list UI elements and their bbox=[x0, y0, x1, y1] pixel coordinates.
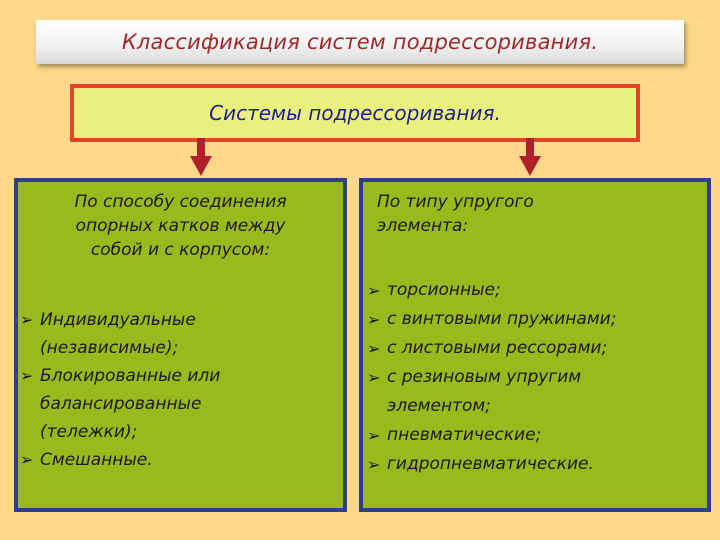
elastic-element-list bbox=[367, 276, 616, 479]
heading-line: опорных катков между bbox=[75, 216, 286, 236]
root-node-label: Системы подрессоривания. bbox=[209, 101, 501, 125]
arrow-bullet-icon: ➢ bbox=[367, 339, 381, 358]
connection-method-list bbox=[20, 306, 220, 474]
list-item bbox=[367, 334, 616, 363]
item-line: Индивидуальные bbox=[40, 310, 196, 330]
item-line: с винтовыми пружинами; bbox=[387, 309, 617, 329]
list-item bbox=[20, 362, 220, 446]
heading-line: По типу упругого bbox=[377, 192, 534, 212]
item-line: (тележки); bbox=[40, 422, 138, 442]
list-item bbox=[367, 276, 616, 305]
arrow-bullet-icon: ➢ bbox=[367, 310, 381, 329]
title-bar bbox=[36, 20, 684, 64]
arrow-bullet-icon: ➢ bbox=[20, 366, 34, 385]
heading-line: По способу соединения bbox=[74, 192, 287, 212]
arrow-bullet-icon: ➢ bbox=[367, 455, 381, 474]
root-node bbox=[70, 84, 640, 142]
elastic-element-heading bbox=[377, 190, 534, 238]
item-line: Блокированные или bbox=[40, 366, 221, 386]
item-line: с листовыми рессорами; bbox=[387, 338, 608, 358]
down-arrow-left-icon bbox=[190, 138, 212, 176]
list-item bbox=[367, 363, 616, 421]
heading-line: собой и с корпусом: bbox=[90, 240, 271, 260]
elastic-element-box bbox=[359, 178, 711, 512]
list-item bbox=[20, 306, 220, 362]
down-arrow-right-icon bbox=[519, 138, 541, 176]
item-line: (независимые); bbox=[40, 338, 179, 358]
slide-title: Классификация систем подрессоривания. bbox=[121, 30, 599, 54]
list-item bbox=[20, 446, 220, 474]
item-line: с резиновым упругим bbox=[387, 367, 582, 387]
arrow-bullet-icon: ➢ bbox=[20, 450, 34, 469]
arrow-bullet-icon: ➢ bbox=[20, 310, 34, 329]
item-line: торсионные; bbox=[387, 280, 501, 300]
list-item bbox=[367, 450, 616, 479]
connection-method-box bbox=[14, 178, 347, 512]
item-line: Смешанные. bbox=[40, 450, 153, 470]
item-line: гидропневматические. bbox=[387, 454, 594, 474]
arrow-bullet-icon: ➢ bbox=[367, 426, 381, 445]
arrow-bullet-icon: ➢ bbox=[367, 368, 381, 387]
item-line: балансированные bbox=[40, 394, 202, 414]
connection-method-heading bbox=[18, 190, 343, 262]
arrow-bullet-icon: ➢ bbox=[367, 281, 381, 300]
item-line: элементом; bbox=[387, 396, 491, 416]
heading-line: элемента: bbox=[377, 216, 469, 236]
item-line: пневматические; bbox=[387, 425, 542, 445]
list-item bbox=[367, 421, 616, 450]
list-item bbox=[367, 305, 616, 334]
